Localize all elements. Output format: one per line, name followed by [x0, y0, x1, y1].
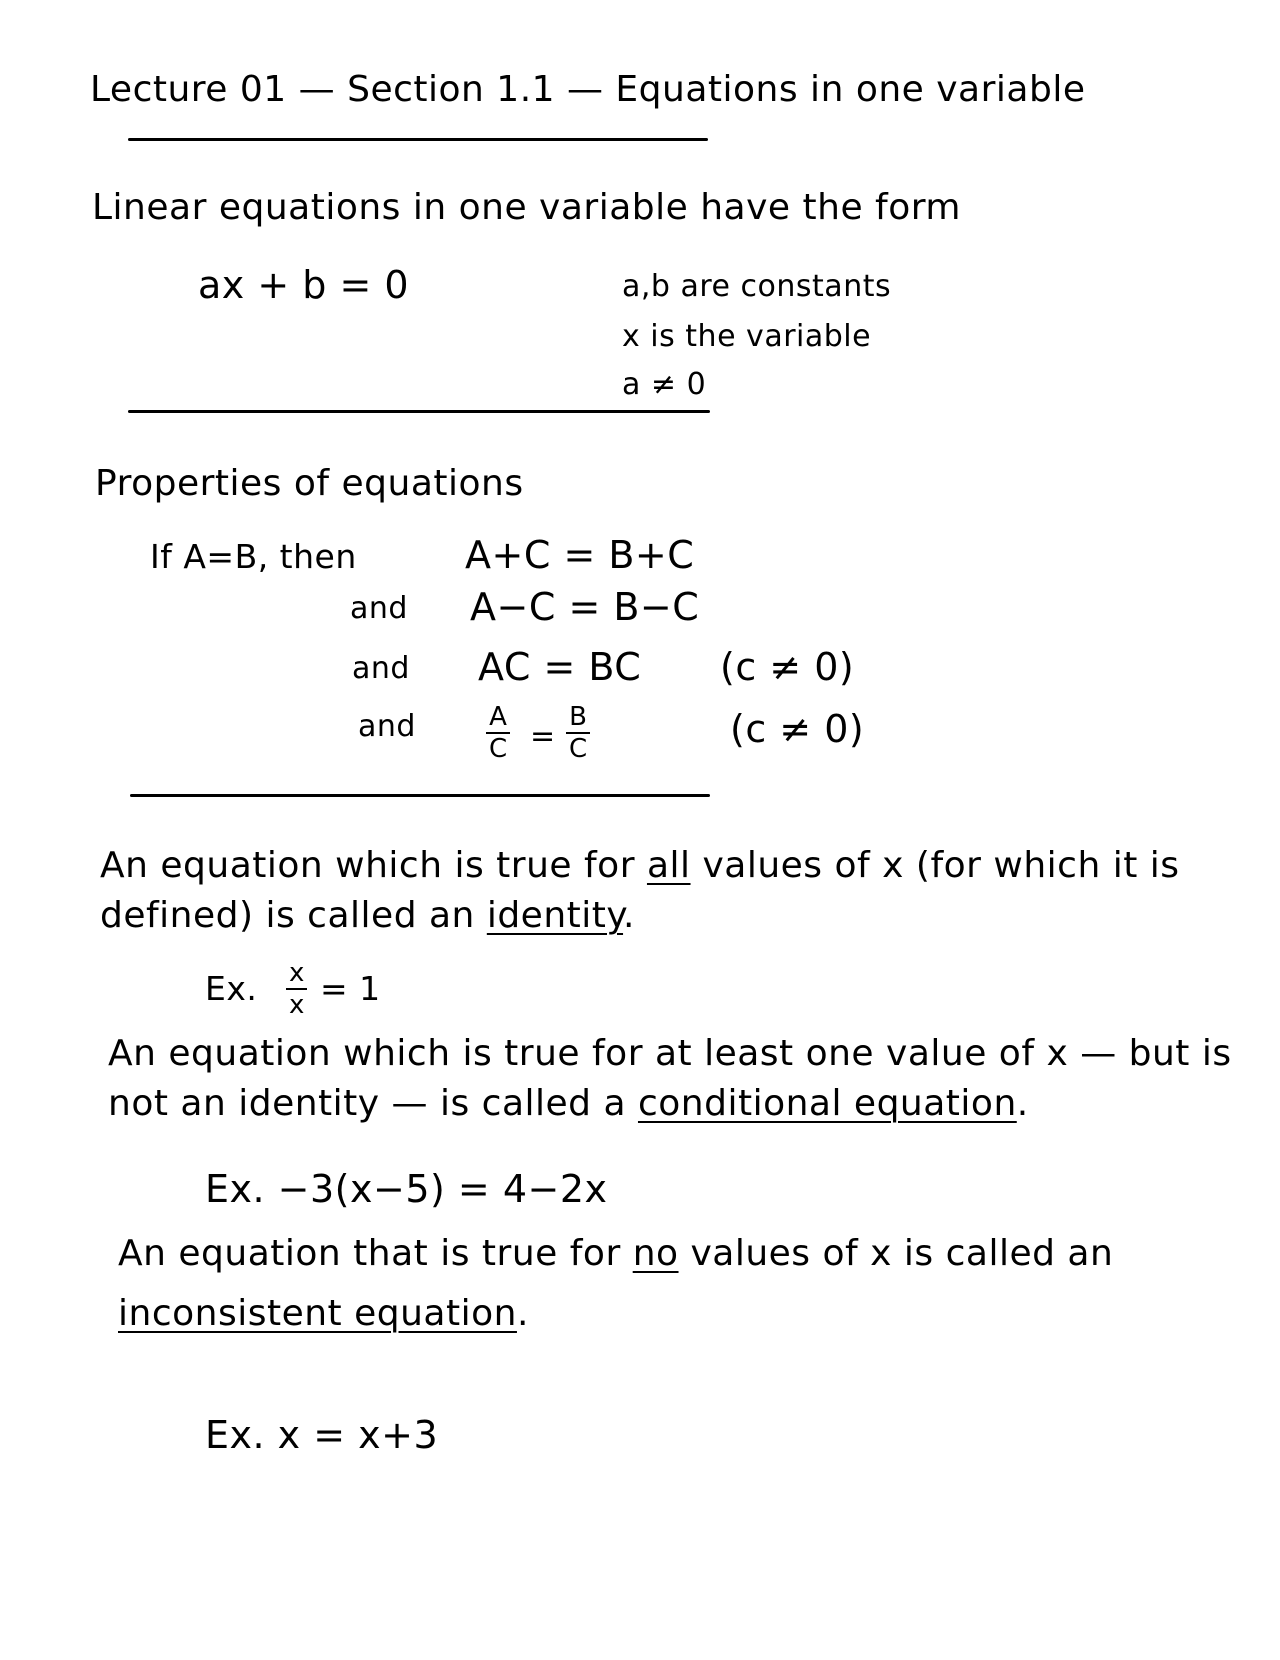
identity-line-1-end: values of x (for which it is: [690, 845, 1180, 886]
inconsistent-line-2: [118, 1293, 529, 1334]
page-title: Lecture 01 — Section 1.1 — Equations in one variable: [90, 69, 1086, 110]
identity-all-underlined: all: [646, 845, 691, 886]
identity-line-2-start: defined) is called an: [100, 895, 487, 936]
fraction-a-over-c: [486, 704, 510, 762]
condition-division: (c ≠ 0): [730, 707, 865, 751]
properties-heading: Properties of equations: [95, 463, 524, 504]
identity-example-label: Ex.: [205, 969, 258, 1008]
fraction-equals: =: [530, 719, 556, 754]
linear-note-variable: x is the variable: [622, 319, 872, 354]
conditional-line-2-start: not an identity — is called a: [108, 1083, 638, 1124]
fraction-b-numerator: B: [569, 702, 587, 732]
conditional-line-2-end: .: [1016, 1083, 1029, 1124]
inconsistent-no-underlined: no: [632, 1233, 679, 1274]
identity-term-underlined: identity: [486, 895, 624, 936]
property-subtraction: A−C = B−C: [470, 585, 700, 629]
fraction-b-denominator: C: [569, 734, 588, 764]
and-connector-3: and: [358, 709, 416, 744]
identity-line-2: [100, 895, 635, 936]
fraction-a-numerator: A: [489, 702, 507, 732]
inconsistent-line-1-start: An equation that is true for: [118, 1233, 633, 1274]
inconsistent-line-2-end: .: [516, 1293, 529, 1334]
conditional-term-underlined: conditional equation: [637, 1083, 1017, 1124]
and-connector-2: and: [352, 651, 410, 686]
linear-intro: Linear equations in one variable have the form: [92, 187, 961, 228]
condition-multiplication: (c ≠ 0): [720, 645, 855, 689]
inconsistent-line-1: [118, 1233, 1114, 1274]
inconsistent-example: Ex. x = x+3: [205, 1413, 439, 1457]
and-connector-1: and: [350, 591, 408, 626]
identity-line-1: [100, 845, 1180, 886]
identity-example-denominator: x: [289, 990, 305, 1020]
identity-example-fraction: [286, 960, 307, 1018]
linear-note-nonzero: a ≠ 0: [622, 367, 707, 402]
conditional-example: Ex. −3(x−5) = 4−2x: [205, 1167, 608, 1211]
property-multiplication: AC = BC: [478, 645, 642, 689]
linear-divider: [128, 410, 710, 413]
conditional-line-1: An equation which is true for at least one value of x — but is: [108, 1033, 1232, 1074]
linear-equation: ax + b = 0: [198, 263, 410, 307]
identity-line-1-start: An equation which is true for: [100, 845, 647, 886]
properties-premise: If A=B, then: [150, 537, 357, 576]
inconsistent-term-underlined: inconsistent equation: [118, 1293, 517, 1334]
title-divider: [128, 138, 708, 141]
property-addition: A+C = B+C: [465, 533, 695, 577]
identity-example-rhs: = 1: [320, 969, 381, 1008]
fraction-b-over-c: [566, 704, 590, 762]
properties-divider: [130, 794, 710, 797]
identity-example-numerator: x: [289, 958, 305, 988]
identity-line-2-end: .: [623, 895, 635, 936]
linear-note-constants: a,b are constants: [622, 269, 892, 304]
inconsistent-line-1-end: values of x is called an: [678, 1233, 1114, 1274]
fraction-a-denominator: C: [489, 734, 508, 764]
conditional-line-2: [108, 1083, 1029, 1124]
